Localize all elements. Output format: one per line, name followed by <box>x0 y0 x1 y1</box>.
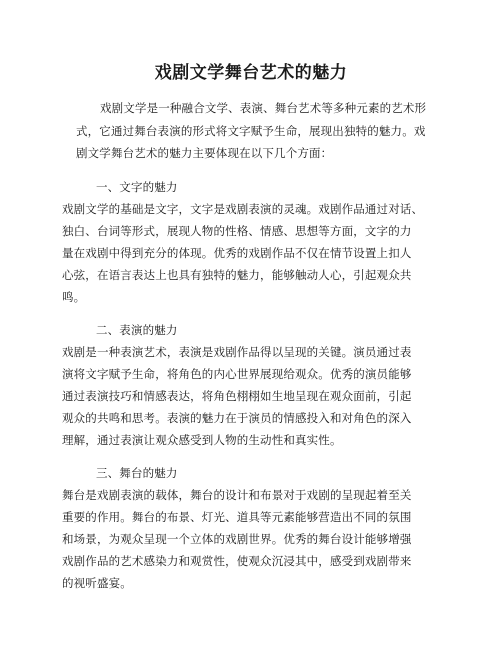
intro-line: 式，它通过舞台表演的形式将文字赋予生命，展现出独特的魅力。戏 <box>76 124 426 138</box>
section-line: 舞台是戏剧表演的载体，舞台的设计和布景对于戏剧的呈现起着至关 <box>62 488 412 502</box>
section-line: 演将文字赋予生命，将角色的内心世界展现给观众。优秀的演员能够 <box>62 367 412 381</box>
section-line: 戏剧文学的基础是文字，文字是戏剧表演的灵魂。戏剧作品通过对话、 <box>62 202 424 216</box>
section-line: 的视听盛宴。 <box>62 576 132 590</box>
section-heading: 三、舞台的魅力 <box>96 466 178 480</box>
page-title: 戏剧文学舞台艺术的魅力 <box>154 63 348 83</box>
section-line: 理解，通过表演让观众感受到人物的生动性和真实性。 <box>62 433 342 447</box>
section-line: 戏剧是一种表演艺术，表演是戏剧作品得以呈现的关键。演员通过表 <box>62 345 412 359</box>
section-line: 通过表演技巧和情感表达，将角色栩栩如生地呈现在观众面前，引起 <box>62 389 412 403</box>
section-line: 重要的作用。舞台的布景、灯光、道具等元素能够营造出不同的氛围 <box>62 510 412 524</box>
section-line: 和场景，为观众呈现一个立体的戏剧世界。优秀的舞台设计能够增强 <box>62 532 412 546</box>
section-line: 观众的共鸣和思考。表演的魅力在于演员的情感投入和对角色的深入 <box>62 411 412 425</box>
section-heading: 二、表演的魅力 <box>96 323 178 337</box>
intro-line: 剧文学舞台艺术的魅力主要体现在以下几个方面： <box>76 146 333 160</box>
section-line: 心弦，在语言表达上也具有独特的魅力，能够触动人心，引起观众共 <box>62 268 412 282</box>
section-heading: 一、文字的魅力 <box>96 180 178 194</box>
section-line: 量在戏剧中得到充分的体现。优秀的戏剧作品不仅在情节设置上扣人 <box>62 246 412 260</box>
section-line: 戏剧作品的艺术感染力和观赏性，使观众沉浸其中，感受到戏剧带来 <box>62 554 412 568</box>
section-line: 鸣。 <box>62 290 86 304</box>
intro-line: 戏剧文学是一种融合文学、表演、舞台艺术等多种元素的艺术形 <box>100 101 427 115</box>
section-line: 独白、台词等形式，展现人物的性格、情感、思想等方面，文字的力 <box>62 224 412 238</box>
